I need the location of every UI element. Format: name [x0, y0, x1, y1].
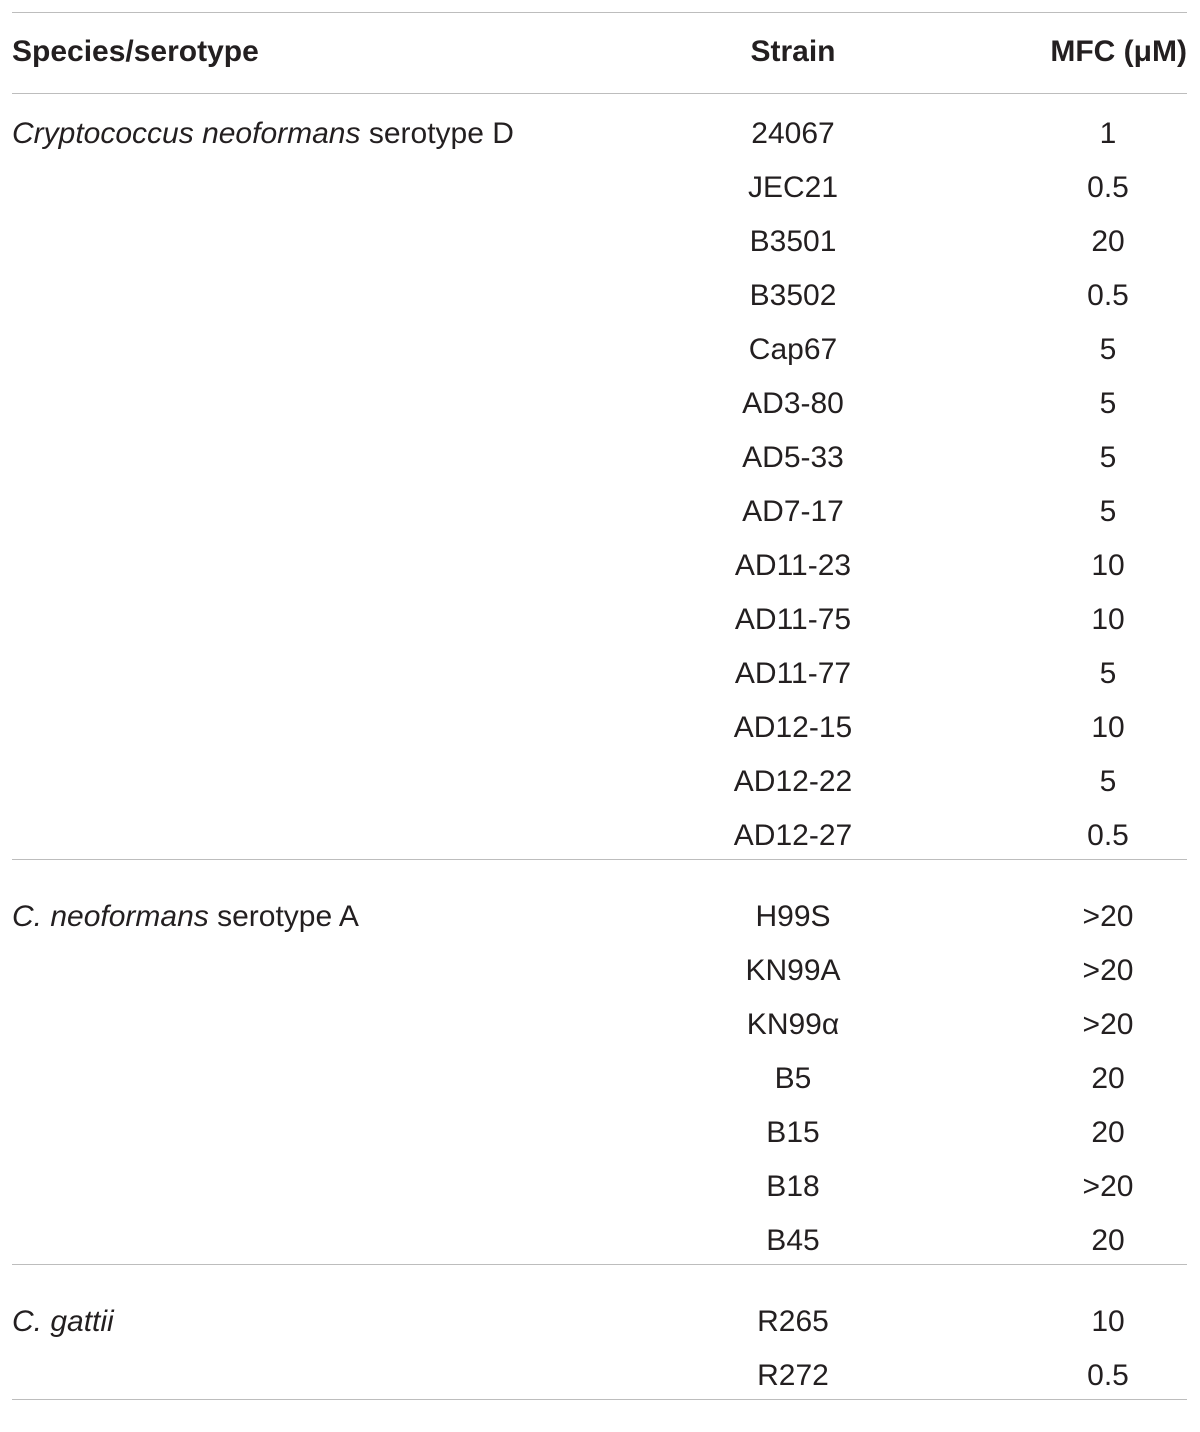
mfc-cell: 1	[1099, 117, 1117, 150]
species-cell	[12, 899, 359, 935]
mfc-cell: >20	[1082, 954, 1134, 987]
strain-cell: AD7-17	[742, 495, 844, 528]
mfc-cell: 10	[1091, 549, 1125, 582]
mfc-cell: 0.5	[1087, 1359, 1129, 1392]
strain-cell: B18	[766, 1170, 820, 1203]
header-rule	[12, 93, 1187, 94]
strain-cell: B5	[774, 1062, 812, 1095]
strain-cell: AD11-77	[734, 657, 852, 690]
species-italic: C. gattii	[12, 1305, 114, 1338]
mfc-cell: >20	[1082, 900, 1134, 933]
strain-cell: B45	[766, 1224, 820, 1257]
strain-cell: AD12-15	[733, 711, 853, 744]
strain-cell: KN99α	[746, 1008, 840, 1041]
mfc-cell: 0.5	[1087, 279, 1129, 312]
mfc-cell: 5	[1099, 441, 1117, 474]
strain-cell: AD12-22	[733, 765, 853, 798]
mfc-cell: 20	[1091, 1062, 1125, 1095]
header-species: Species/serotype	[12, 35, 259, 68]
mfc-cell: 10	[1091, 603, 1125, 636]
strain-cell: Cap67	[748, 333, 838, 366]
strain-cell: R272	[757, 1359, 829, 1392]
header-mfc: MFC (μM)	[1050, 35, 1187, 68]
strain-cell: AD3-80	[742, 387, 844, 420]
strain-cell: H99S	[755, 900, 831, 933]
mfc-cell: 0.5	[1087, 171, 1129, 204]
mfc-cell: 20	[1091, 1224, 1125, 1257]
mfc-cell: 10	[1091, 1305, 1125, 1338]
mfc-cell: 5	[1099, 495, 1117, 528]
strain-cell: AD11-23	[734, 549, 852, 582]
species-italic: C. neoformans	[12, 900, 209, 933]
strain-cell: B3501	[749, 225, 837, 258]
strain-cell: 24067	[751, 117, 835, 150]
mfc-cell: 10	[1091, 711, 1125, 744]
header-strain: Strain	[750, 35, 836, 68]
group-rule	[12, 1264, 1187, 1265]
strain-cell: KN99A	[745, 954, 841, 987]
mfc-cell: 20	[1091, 1116, 1125, 1149]
group-rule	[12, 859, 1187, 860]
mfc-cell: 5	[1099, 765, 1117, 798]
mfc-cell: 0.5	[1087, 819, 1129, 852]
mfc-cell: 5	[1099, 333, 1117, 366]
table-top-rule	[12, 12, 1187, 13]
species-rest: serotype D	[360, 117, 514, 150]
strain-cell: AD11-75	[734, 603, 852, 636]
species-rest: serotype A	[208, 900, 359, 933]
species-cell	[12, 116, 514, 152]
mfc-cell: 20	[1091, 225, 1125, 258]
strain-cell: AD5-33	[742, 441, 844, 474]
strain-cell: JEC21	[747, 171, 839, 204]
group-rule	[12, 1399, 1187, 1400]
mfc-cell: >20	[1082, 1008, 1134, 1041]
strain-cell: B3502	[749, 279, 837, 312]
mfc-cell: >20	[1082, 1170, 1134, 1203]
strain-cell: R265	[757, 1305, 829, 1338]
strain-cell: AD12-27	[733, 819, 853, 852]
species-italic: Cryptococcus neoformans	[12, 117, 361, 150]
mfc-cell: 5	[1099, 657, 1117, 690]
mfc-cell: 5	[1099, 387, 1117, 420]
strain-cell: B15	[766, 1116, 820, 1149]
species-cell	[12, 1304, 114, 1340]
